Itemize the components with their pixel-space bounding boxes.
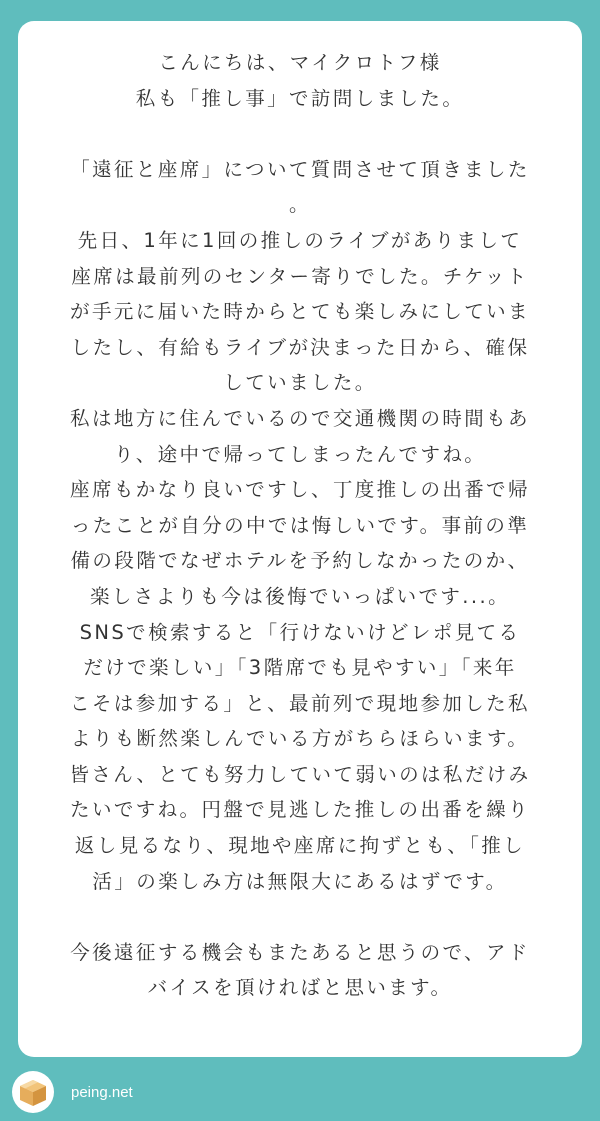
message-line: 楽しさよりも今は後悔でいっぱいです...。: [90, 584, 510, 608]
message-line: 私は地方に住んでいるので交通機関の時間もあ: [70, 406, 530, 430]
message-line: 備の段階でなぜホテルを予約しなかったのか、: [70, 549, 530, 573]
message-line: たいですね。円盤で見逃した推しの出番を繰り: [70, 798, 530, 822]
peing-logo[interactable]: [12, 1071, 54, 1113]
peing-box-icon: [16, 1075, 50, 1109]
message-line: 座席もかなり良いですし、丁度推しの出番で帰: [70, 478, 530, 502]
message-line: していました。: [223, 371, 377, 395]
message-line: だけで楽しい」「3階席でも見やすい」「来年: [83, 656, 517, 680]
message-line: り、途中で帰ってしまったんですね。: [113, 442, 487, 466]
message-line: こそは参加する」と、最前列で現地参加した私: [70, 691, 530, 715]
footer: [12, 1071, 133, 1113]
message-line: [40, 116, 560, 152]
message-line: 返し見るなり、現地や座席に拘ずとも、「推し: [74, 834, 526, 858]
message-line: 皆さん、とても努力していて弱いのは私だけみ: [69, 762, 531, 786]
message-line: ったことが自分の中では悔しいです。事前の準: [70, 513, 530, 537]
message-line: 先日、1年に1回の推しのライブがありまして: [77, 228, 523, 252]
message-line: バイスを頂ければと思います。: [147, 976, 453, 1000]
message-line: 「遠征と座席」について質問させて頂きました: [70, 157, 530, 181]
message-line: が手元に届いた時からとても楽しみにしていま: [70, 300, 530, 324]
message-line: SNSで検索すると「行けないけどレポ見てる: [79, 620, 521, 644]
message-line: よりも断然楽しんでいる方がちらほらいます。: [70, 727, 530, 751]
message-line: したし、有給もライブが決まった日から、確保: [70, 335, 530, 359]
question-message: [40, 45, 560, 1006]
question-card: [18, 21, 582, 1057]
message-line: こんにちは、マイクロトフ様: [158, 51, 442, 74]
message-line: 活」の楽しみ方は無限大にあるはずです。: [92, 869, 508, 893]
message-line: [40, 899, 560, 935]
message-line: 今後遠征する機会もまたあると思うので、アド: [70, 940, 530, 964]
message-line: 私も「推し事」で訪問しました。: [135, 86, 465, 110]
message-line: 。: [289, 193, 311, 217]
site-name[interactable]: peing.net: [71, 1083, 133, 1101]
message-line: 座席は最前列のセンター寄りでした。チケット: [71, 264, 529, 288]
